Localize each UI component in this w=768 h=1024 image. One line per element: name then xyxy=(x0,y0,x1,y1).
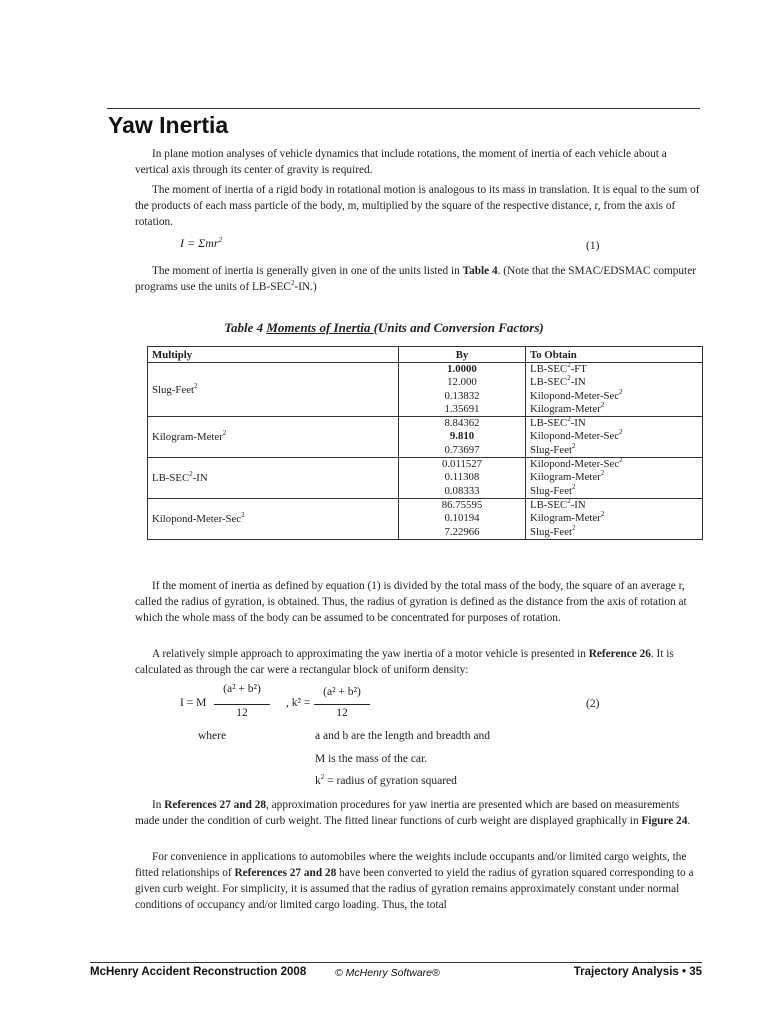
conversion-factor: 1.0000 xyxy=(447,363,477,375)
cell-to-obtain xyxy=(526,458,703,499)
equation-1: I = Σmr$^2$ xyxy=(180,236,223,250)
target-unit: LB-SEC$^2$-IN xyxy=(530,496,586,511)
target-unit: Kilogram-Meter$^2$ xyxy=(530,469,605,484)
cell-multiply-unit: Kilogram-Meter$^2$ xyxy=(148,417,399,458)
equation-2-fraction-bar xyxy=(214,704,270,705)
target-unit: Kilopond-Meter-Sec$^2$ xyxy=(530,456,623,471)
equation-2-k-denominator: 12 xyxy=(336,707,348,719)
equation-2-i-lhs: I = M xyxy=(180,697,207,709)
section-title: Yaw Inertia xyxy=(108,112,229,138)
conversion-factor: 86.75595 xyxy=(441,498,483,511)
footer-rule xyxy=(90,962,702,963)
table-header-row xyxy=(148,347,703,363)
conversion-factor: 9.810 xyxy=(449,430,475,443)
conversion-factor: 0.011527 xyxy=(441,458,483,471)
conversion-factor: 0.08333 xyxy=(444,484,480,497)
conversion-factor: 7.22966 xyxy=(444,525,480,538)
paragraph-7: For convenience in applications to automobiles where the weights include occupants and/or limited cargo weights, the fitted relationships of References 27 and 28 have been converted to yield the radius of gyration squared corresponding to a given curb weight. For simplicity, it is assumed that the radius of gyration remains approximately constant under normal conditions of occupancy and/or limited cargo loading. Thus, the total xyxy=(135,851,694,911)
cell-to-obtain xyxy=(526,498,703,539)
footer-middle: © McHenry Software® xyxy=(335,967,440,979)
equation-2-numerator: (a² + b²) xyxy=(223,683,261,695)
where-label: where xyxy=(198,730,227,742)
equation-2-k-fraction-bar xyxy=(314,704,370,705)
target-unit: LB-SEC$^2$-IN xyxy=(530,374,586,389)
cell-multiply-unit: Kilopond-Meter-Sec$^2$ xyxy=(148,498,399,539)
header-multiply: Multiply xyxy=(148,347,399,363)
equation-2-k-numerator: (a² + b²) xyxy=(323,686,361,698)
cell-by-values xyxy=(399,458,526,499)
target-unit: Kilopond-Meter-Sec$^2$ xyxy=(530,387,623,402)
cell-multiply-unit: LB-SEC$^2$-IN xyxy=(148,458,399,499)
cell-by-values xyxy=(399,417,526,458)
target-unit: LB-SEC$^2$-FT xyxy=(530,361,587,375)
cell-by-values xyxy=(399,363,526,417)
equation-2-k-lhs: , k² = xyxy=(286,697,311,709)
conversion-factor: 0.13832 xyxy=(444,389,480,402)
cell-to-obtain xyxy=(526,363,703,417)
paragraph-2: The moment of inertia of a rigid body in rotational motion is analogous to its mass in translation. It is equal to the sum of the products of each mass particle of the body, m, multiplied by the square of the respective distance, r, from the axis of rotation. xyxy=(135,184,700,228)
where-line-3: $k^2$ = radius of gyration squared xyxy=(315,773,457,787)
inertia-conversion-table xyxy=(147,346,703,540)
footer-right: Trajectory Analysis • 35 xyxy=(573,966,702,978)
conversion-factor: 0.10194 xyxy=(444,512,480,525)
where-line-1: a and b are the length and breadth and xyxy=(315,730,490,742)
paragraph-5: A relatively simple approach to approximating the yaw inertia of a motor vehicle is presented in Reference 26. It is calculated as through the car were a rectangular block of uniform density: xyxy=(135,648,674,676)
table-row xyxy=(148,498,703,539)
table-caption: Table 4 Moments of Inertia (Units and Conversion Factors) xyxy=(224,320,544,335)
table-row xyxy=(148,417,703,458)
conversion-factor: 1.35691 xyxy=(444,402,480,415)
target-unit: Kilogram-Meter$^2$ xyxy=(530,510,605,525)
equation-2-number: (2) xyxy=(586,698,600,710)
paragraph-4: If the moment of inertia as defined by equation (1) is divided by the total mass of the body, the square of an average r, called the radius of gyration, is obtained. Thus, the radius of gyration is defined as the distance from the axis of rotation at which the whole mass of the body can be assumed to be concentrated for purposes of rotation. xyxy=(135,580,687,624)
header-rule xyxy=(107,108,700,109)
conversion-factor: 8.84362 xyxy=(444,417,480,430)
paragraph-1: In plane motion analyses of vehicle dynamics that include rotations, the moment of inertia of each vehicle about a vertical axis through its center of gravity is required. xyxy=(135,148,667,176)
cell-to-obtain xyxy=(526,417,703,458)
cell-multiply-unit: Slug-Feet$^2$ xyxy=(148,363,399,417)
target-unit: LB-SEC$^2$-IN xyxy=(530,415,586,430)
cell-by-values xyxy=(399,498,526,539)
paragraph-6: In References 27 and 28, approximation procedures for yaw inertia are presented which are based on measurements made under the condition of curb weight. The fitted linear functions of curb weight are displayed graphically in Figure 24. xyxy=(135,799,691,827)
target-unit: Slug-Feet$^2$ xyxy=(530,523,576,538)
conversion-factor: 12.000 xyxy=(447,376,477,389)
target-unit: Slug-Feet$^2$ xyxy=(530,482,576,497)
conversion-factor: 0.11308 xyxy=(444,471,480,484)
target-unit: Kilopond-Meter-Sec$^2$ xyxy=(530,428,623,443)
table-row xyxy=(148,363,703,417)
where-line-2: M is the mass of the car. xyxy=(315,753,428,765)
header-obtain: To Obtain xyxy=(526,347,703,363)
equation-2-denominator: 12 xyxy=(236,707,248,719)
target-unit: Kilogram-Meter$^2$ xyxy=(530,400,605,415)
target-unit: Slug-Feet$^2$ xyxy=(530,441,576,456)
equation-1-number: (1) xyxy=(586,240,600,252)
table-row xyxy=(148,458,703,499)
paragraph-3: The moment of inertia is generally given in one of the units listed in Table 4. (Note that the SMAC/EDSMAC computer programs use the units of LB-SEC$^2$-IN.) xyxy=(135,265,696,293)
conversion-factor: 0.73697 xyxy=(444,443,480,456)
footer-left: McHenry Accident Reconstruction 2008 xyxy=(90,966,307,978)
header-by: By xyxy=(399,347,526,363)
